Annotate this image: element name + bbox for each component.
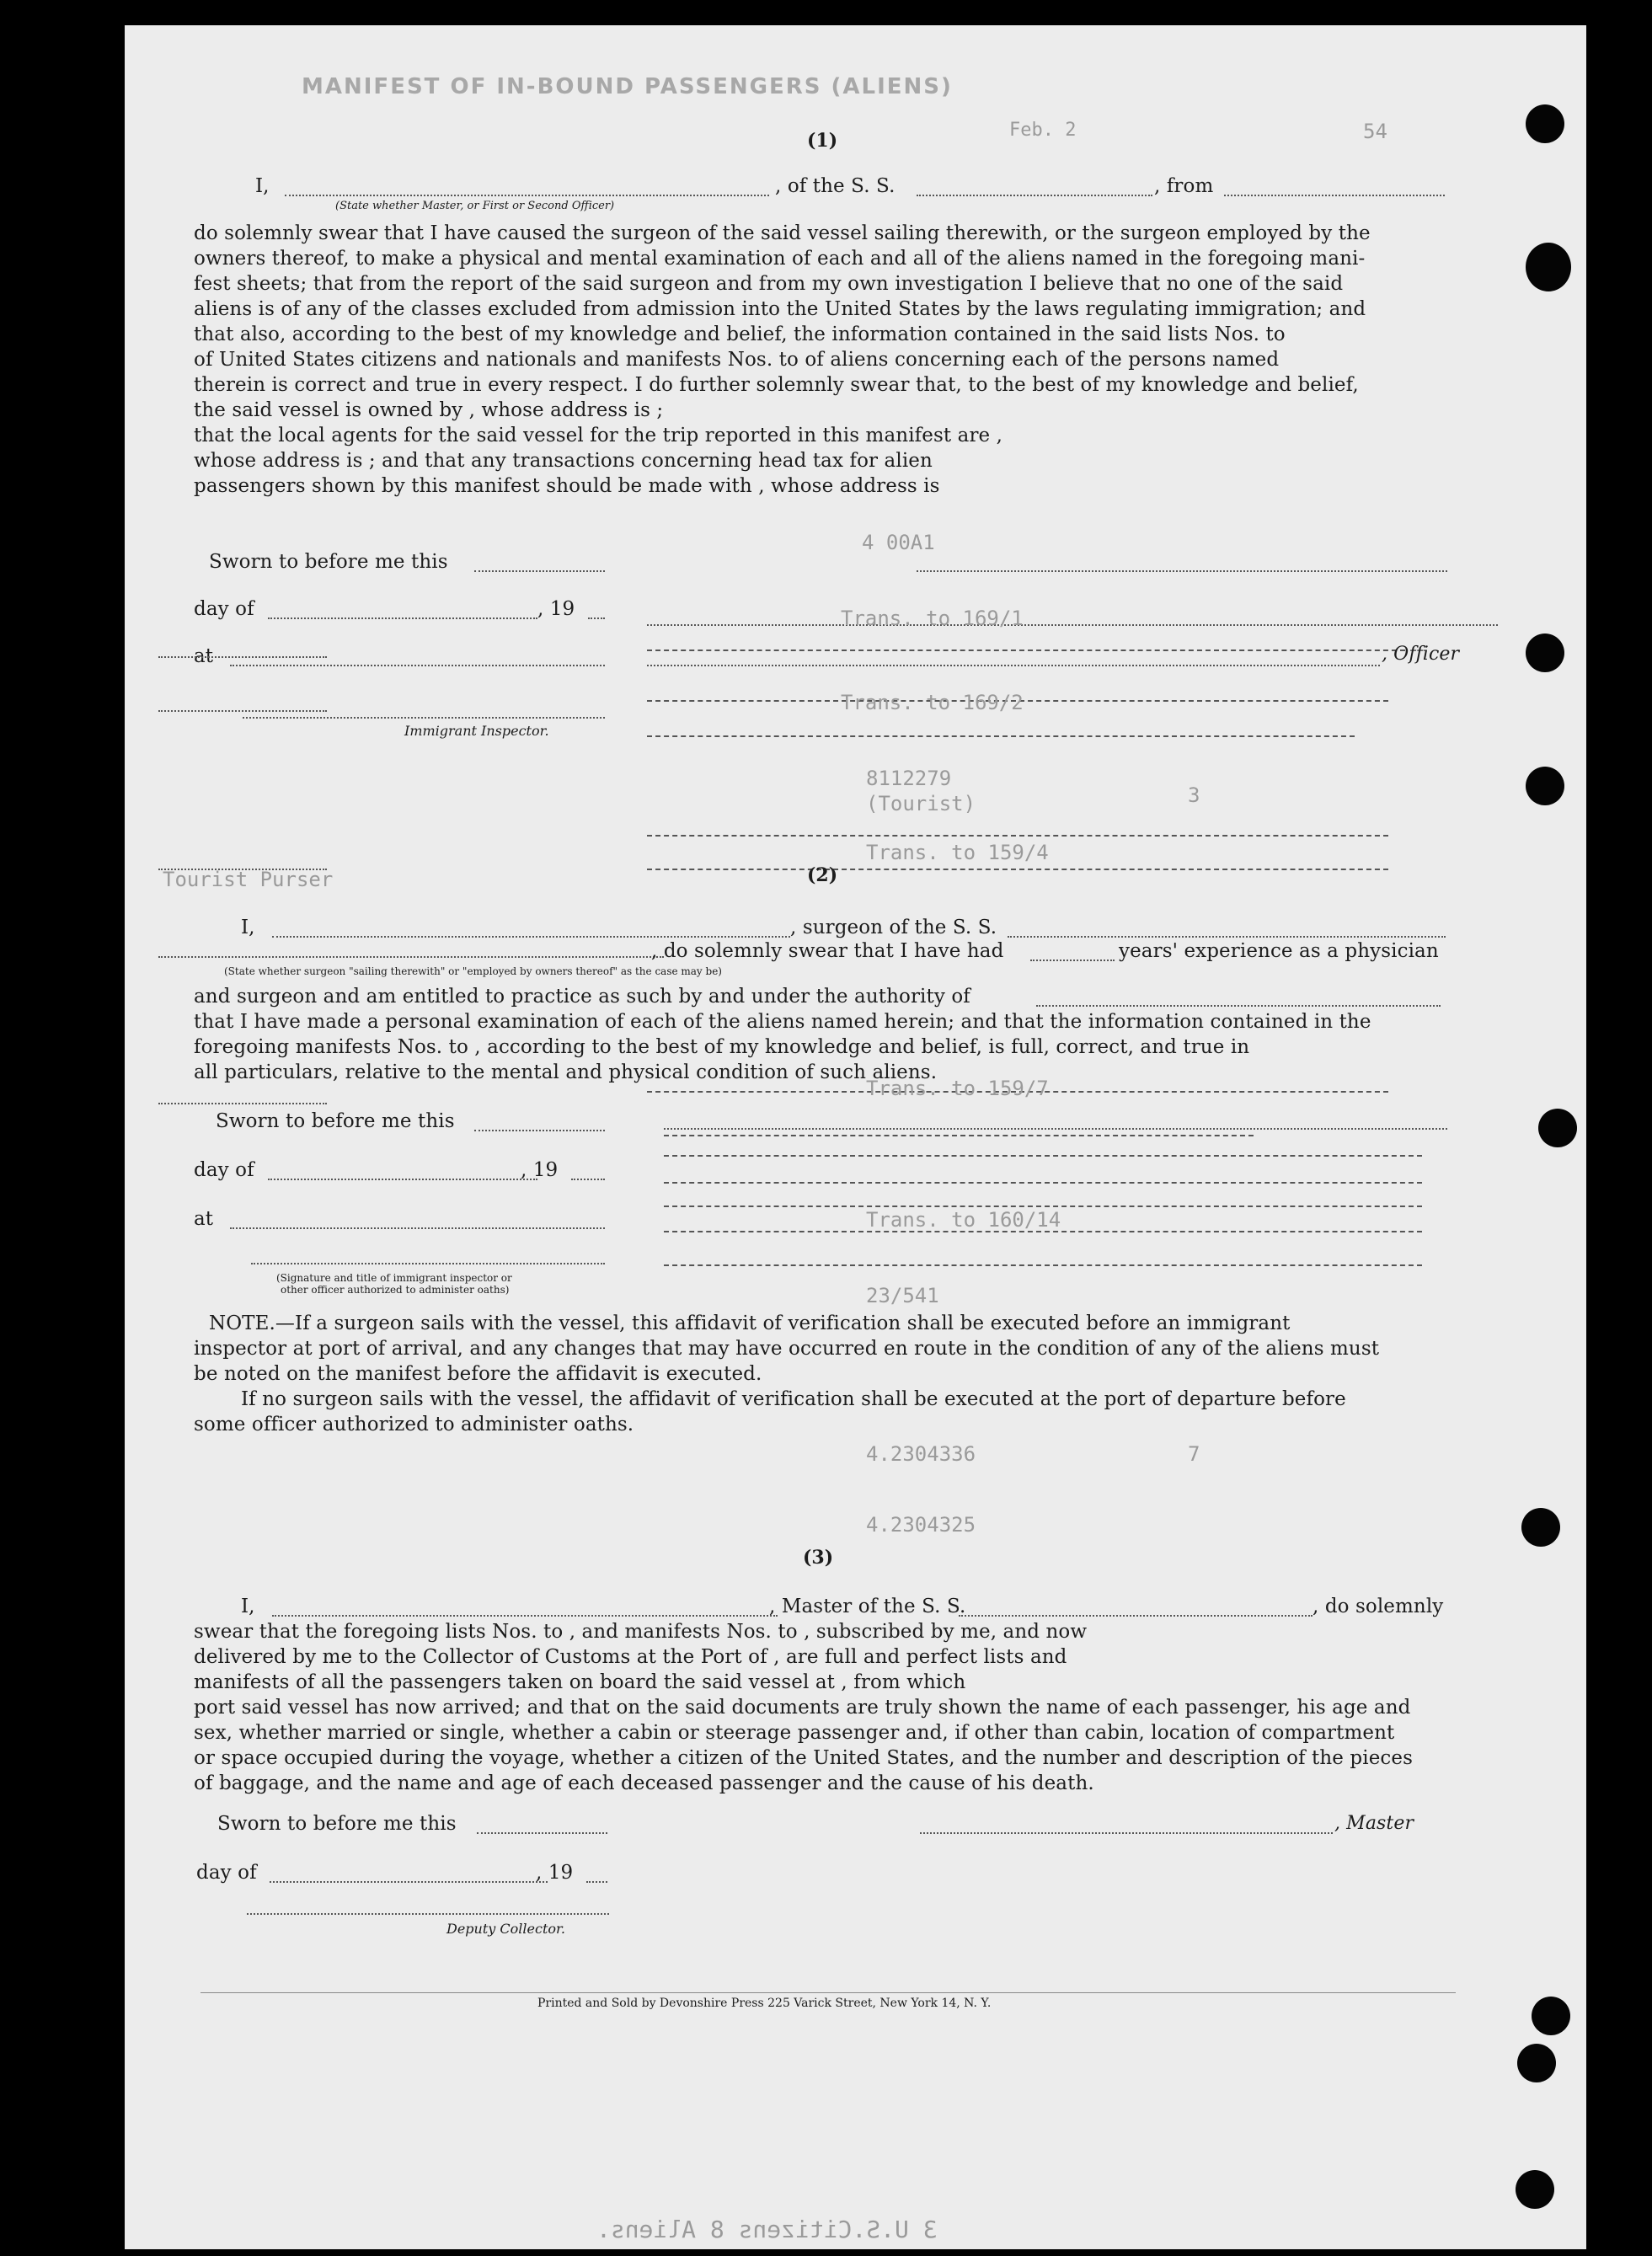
officer-signature-blank (647, 664, 1380, 666)
section2-sig-caption-2: other officer authorized to administer oaths) (281, 1284, 510, 1296)
bleed-line (664, 1181, 1422, 1184)
section2-surgeon: , surgeon of the S. S. (790, 917, 997, 938)
section1-body (194, 221, 1516, 499)
bleed-num-a: 4 00A1 (862, 531, 935, 554)
officer-blank-top (917, 569, 1447, 572)
bleed-line (664, 1264, 1422, 1266)
master-label: , Master (1334, 1813, 1414, 1834)
inspector-label: Immigrant Inspector. (404, 723, 549, 739)
body-line: aliens is of any of the classes excluded from admission into the United States by the laws regulating immigration; and (194, 298, 1366, 320)
bleed-num-b: 8112279 (866, 767, 952, 790)
bleed-tourist: (Tourist) (866, 792, 976, 815)
section1-sworn: Sworn to before me this (209, 551, 448, 573)
bleed-line (664, 1134, 1254, 1136)
section2-number: (2) (807, 864, 838, 886)
bleed-trans-5: Trans. to 160/14 (866, 1208, 1061, 1232)
master-signature-blank (920, 1831, 1333, 1834)
section1-from: , from (1154, 175, 1214, 197)
body-line: passengers shown by this manifest should be made with , whose address is (194, 475, 940, 497)
bleed-trans-1: Trans. to 169/1 (841, 607, 1024, 630)
section2-day-of: day of (194, 1159, 254, 1181)
sworn-blank (474, 569, 605, 572)
note-line: NOTE.—If a surgeon sails with the vessel, this affidavit of verification shall be executed before an immigrant (209, 1312, 1291, 1334)
section2-signature-blank (664, 1127, 1447, 1130)
day-blank (270, 1880, 548, 1883)
bleed-dots (158, 1102, 327, 1104)
body-line: and surgeon and am entitled to practice as such by and under the authority of (194, 986, 970, 1008)
bleed-dots (158, 709, 327, 712)
body-line: of United States citizens and nationals and manifests Nos. to of aliens concerning each of the persons named (194, 349, 1280, 371)
year-blank (588, 617, 605, 619)
body-line: that also, according to the best of my knowledge and belief, the information contained in the said lists Nos. to (194, 323, 1286, 345)
body-line: all particulars, relative to the mental and physical condition of such aliens. (194, 1061, 938, 1083)
bleed-dots (158, 655, 327, 658)
master-name-blank (272, 1614, 778, 1617)
section1-from-blank (1224, 194, 1445, 196)
punch-hole (1526, 243, 1571, 291)
note (194, 1311, 1516, 1437)
surgeon-name-blank (272, 935, 790, 938)
punch-hole (1521, 1508, 1560, 1547)
section2-at: at (194, 1208, 214, 1230)
master-ship-blank (959, 1614, 1313, 1617)
section3-solemnly: , do solemnly (1313, 1596, 1444, 1617)
deputy-label: Deputy Collector. (446, 1921, 565, 1937)
bleed-line (647, 834, 1388, 837)
bleed-num-1: 3 (1188, 783, 1200, 807)
punch-hole (1526, 104, 1564, 143)
section3-19: , 19 (536, 1862, 574, 1884)
body-line: owners thereof, to make a physical and mental examination of each and all of the aliens named in the foregoing mani- (194, 248, 1366, 270)
section2-caption: (State whether surgeon "sailing therewith" or "employed by owners thereof" as the case may be) (224, 965, 722, 977)
body-line: port said vessel has now arrived; and that on the said documents are truly shown the name of each passenger, his age and (194, 1697, 1411, 1719)
body-line: do solemnly swear that I have caused the surgeon of the said vessel sailing therewith, or the surgeon employed by the (194, 222, 1371, 244)
body-line: of baggage, and the name and age of each deceased passenger and the cause of his death. (194, 1772, 1094, 1794)
bleed-trans-3: Trans. to 159/4 (866, 841, 1049, 864)
sworn-blank (477, 1831, 607, 1834)
body-line: swear that the foregoing lists Nos. to , and manifests Nos. to , subscribed by me, and now (194, 1621, 1088, 1643)
section1-caption: (State whether Master, or First or Second Officer) (335, 200, 615, 212)
note-line: If no surgeon sails with the vessel, the affidavit of verification shall be executed at the port of departure before (241, 1388, 1346, 1410)
body-line: fest sheets; that from the report of the said surgeon and from my own investigation I believe that no one of the said (194, 273, 1344, 295)
body-line: delivered by me to the Collector of Customs at the Port of , are full and perfect lists and (194, 1646, 1067, 1668)
bleed-purser: Tourist Purser (163, 868, 334, 891)
bleed-trans-2: Trans. to 169/2 (841, 691, 1024, 714)
punch-hole (1517, 2044, 1556, 2082)
inspector-signature-blank (251, 1262, 605, 1264)
section1-at: at (194, 645, 214, 667)
bleed-num-d: 4.2304336 (866, 1442, 976, 1466)
body-line: sex, whether married or single, whether a cabin or steerage passenger and, if other than cabin, location of compartment (194, 1722, 1395, 1744)
body-line: that the local agents for the said vessel for the trip reported in this manifest are , (194, 425, 1003, 446)
day-blank (268, 1178, 537, 1180)
bleed-line (647, 649, 1405, 651)
section2-body (194, 984, 1516, 1085)
bleed-line (647, 868, 1388, 870)
section3-i: I, (241, 1596, 255, 1617)
officer-label: , Officer (1382, 644, 1460, 665)
day-blank (268, 617, 537, 619)
section1-number: (1) (807, 130, 838, 152)
bleed-line (664, 1154, 1422, 1157)
surgeon-ship-blank (1008, 935, 1446, 938)
sworn-blank (474, 1129, 605, 1131)
section1-name-blank (285, 194, 769, 196)
body-line: foregoing manifests Nos. to , according to the best of my knowledge and belief, is full, correct, and true in (194, 1036, 1250, 1058)
printer-line: Printed and Sold by Devonshire Press 225 Varick Street, New York 14, N. Y. (537, 1997, 992, 2010)
footer-rule (200, 1991, 1456, 1993)
bleed-num-e: 4.2304325 (866, 1513, 976, 1537)
section1-ship-blank (917, 194, 1152, 196)
section1-ss: , of the S. S. (775, 175, 896, 197)
punch-hole (1526, 767, 1564, 805)
deputy-signature-blank (247, 1912, 609, 1915)
section3-master: , Master of the S. S. (769, 1596, 966, 1617)
bleed-trans-4: Trans. to 159/7 (866, 1077, 1049, 1100)
surgeon-status-blank (158, 955, 664, 958)
note-line: some officer authorized to administer oaths. (194, 1414, 634, 1435)
bleed-bottom: 3 U.S.Citizens 8 Aliens. (596, 2216, 938, 2243)
section2-sworn: Sworn to before me this (216, 1110, 455, 1132)
note-line: inspector at port of arrival, and any changes that may have occurred en route in the condition of any of the aliens must (194, 1338, 1380, 1360)
officer-blank-2 (647, 623, 1498, 626)
section2-i: I, (241, 917, 255, 938)
note-line: be noted on the manifest before the affidavit is executed. (194, 1363, 762, 1385)
punch-hole (1538, 1109, 1577, 1147)
bleed-num-c: 23/541 (866, 1284, 939, 1307)
bleed-line (664, 1205, 1422, 1207)
body-line: manifests of all the passengers taken on board the said vessel at , from which (194, 1671, 966, 1693)
punch-hole (1532, 1997, 1570, 2035)
section1-i: I, (255, 175, 270, 197)
section2-years: years' experience as a physician (1119, 940, 1439, 962)
year-blank (571, 1178, 605, 1180)
inspector-blank (243, 716, 605, 719)
body-line: that I have made a personal examination of each of the aliens named herein; and that the information contained in the (194, 1011, 1371, 1033)
section2-19: , 19 (521, 1159, 559, 1181)
section3-number: (3) (803, 1547, 834, 1569)
bleed-num-7: 7 (1188, 1442, 1200, 1466)
at-blank (230, 1227, 605, 1229)
years-blank (1030, 959, 1115, 961)
section3-body (194, 1619, 1516, 1796)
body-line: whose address is ; and that any transactions concerning head tax for alien (194, 450, 933, 472)
section3-day-of: day of (196, 1862, 257, 1884)
faint-header: MANIFEST OF IN-BOUND PASSENGERS (ALIENS) (302, 74, 953, 99)
body-line: or space occupied during the voyage, whether a citizen of the United States, and the number and description of the pieces (194, 1747, 1414, 1769)
punch-hole (1526, 633, 1564, 672)
section2-sig-caption-1: (Signature and title of immigrant inspector or (276, 1272, 512, 1284)
faint-year: 54 (1363, 120, 1387, 143)
faint-date: Feb. 2 (1009, 120, 1077, 141)
punch-hole (1516, 2170, 1554, 2209)
bleed-line (647, 735, 1355, 737)
year-blank (586, 1880, 607, 1883)
manifest-page (125, 25, 1586, 2249)
section1-day-of: day of (194, 598, 254, 620)
section1-19: , 19 (537, 598, 575, 620)
body-line: the said vessel is owned by , whose address is ; (194, 399, 664, 421)
authority-blank (1036, 1004, 1441, 1007)
section3-sworn: Sworn to before me this (217, 1813, 457, 1835)
section2-swear: , do solemnly swear that I have had (651, 940, 1004, 962)
at-blank (230, 664, 605, 666)
body-line: therein is correct and true in every respect. I do further solemnly swear that, to the best of my knowledge and belief, (194, 374, 1359, 396)
